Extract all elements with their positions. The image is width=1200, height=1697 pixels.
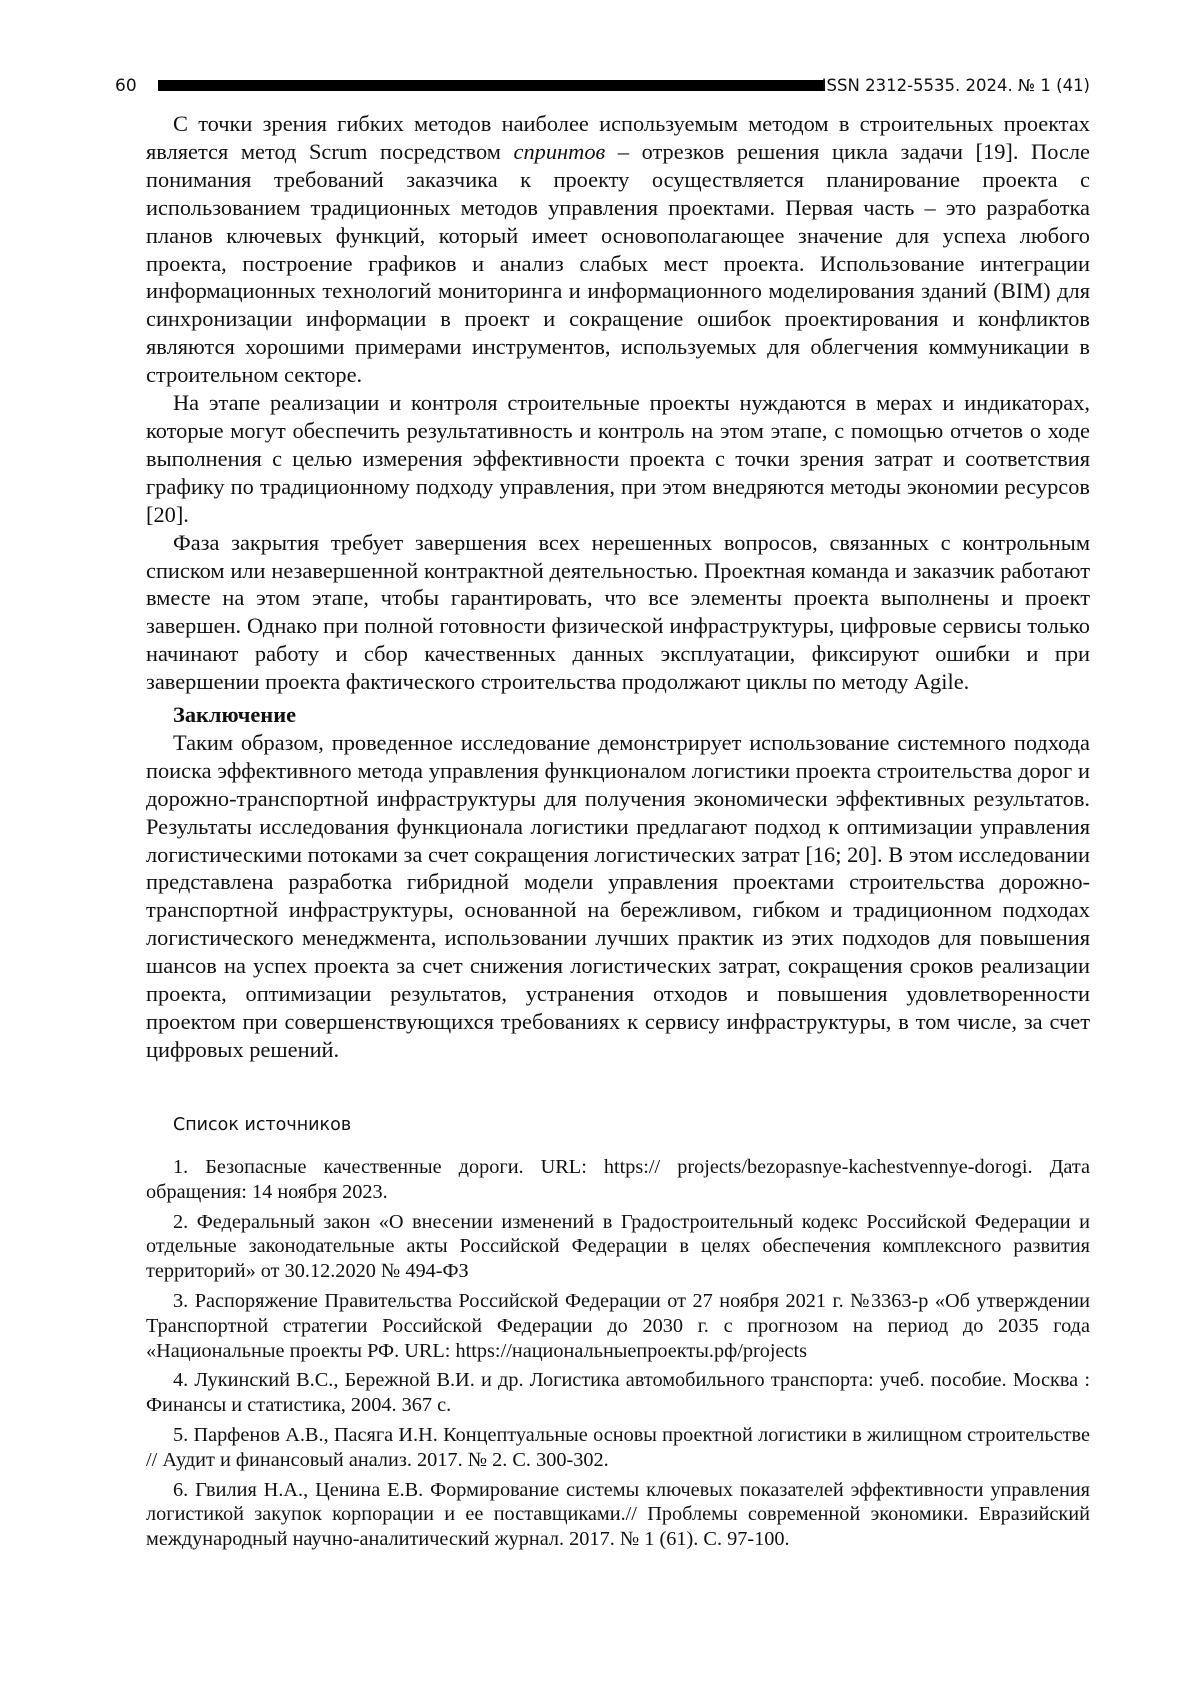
article-body	[146, 110, 1090, 1064]
page-header	[115, 74, 1090, 98]
paragraph-text: С точки зрения гибких методов наиболее используемым методом в строительных проектах является метод Scrum посредством	[146, 111, 1090, 164]
reference-item: 3. Распоряжение Правительства Российской Федерации от 27 ноября 2021 г. №3363-р «Об утверждении Транспортной стратегии Российской Федерации до 2030 г. с прогнозом на период до 2035 года «Национальные проекты РФ. URL: https://национальныепроекты.рф/projects	[146, 1289, 1090, 1362]
reference-item: 5. Парфенов А.В., Пасяга И.Н. Концептуальные основы проектной логистики в жилищном строительстве // Аудит и финансовый анализ. 2017. № 2. С. 300-302.	[146, 1423, 1090, 1471]
paragraph-text: – отрезков решения цикла задачи [19]. После понимания требований заказчика к проекту осуществляется планирование проекта с использованием традиционных методов управления проектами. Первая часть – это разработка планов ключевых функций, который имеет основополагающее значение для успеха любого проекта, построение графиков и анализ слабых мест проекта. Использование интеграции информационных технологий мониторинга и информационного моделирования зданий (BIM) для синхронизации информации в проект и сокращение ошибок проектирования и конфликтов являются хорошими примерами инструментов, используемых для облегчения коммуникации в строительном секторе.	[146, 138, 1090, 388]
reference-item: 2. Федеральный закон «О внесении изменений в Градостроительный кодекс Российской Федерации и отдельные законодательные акты Российской Федерации в целях обеспечения комплексного развития территорий» от 30.12.2020 № 494-ФЗ	[146, 1210, 1090, 1283]
emphasis-text: спринтов	[513, 138, 606, 164]
reference-item: 6. Гвилия Н.А., Ценина Е.В. Формирование системы ключевых показателей эффективности управления логистикой закупок корпорации и ее поставщиками.// Проблемы современной экономики. Евразийский международный научно-аналитический журнал. 2017. № 1 (61). С. 97-100.	[146, 1478, 1090, 1551]
reference-item: 1. Безопасные качественные дороги. URL: https:// projects/bezopasnye-kachestvennye-dorogi. Дата обращения: 14 ноября 2023.	[146, 1156, 1090, 1203]
reference-item: 4. Лукинский В.С., Бережной В.И. и др. Логистика автомобильного транспорта: учеб. пособие. Москва : Финансы и статистика, 2004. 367 с.	[146, 1369, 1090, 1417]
page-number: 60	[115, 76, 137, 96]
references-list	[146, 1155, 1090, 1557]
references-title: Список источников	[173, 1115, 352, 1135]
header-rule	[158, 80, 825, 91]
journal-issn: ISSN 2312-5535. 2024. № 1 (41)	[821, 76, 1090, 95]
section-heading-conclusion: Заключение	[173, 702, 297, 728]
paragraph-conclusion: Таким образом, проведенное исследование демонстрирует использование системного подхода поиска эффективного метода управления функционалом логистики проекта строительства дорог и дорожно-транспортной инфраструктуры для получения экономически эффективных результатов. Результаты исследования функционала логистики предлагают подход к оптимизации управления логистическими потоками за счет сокращения логистических затрат [16; 20]. В этом исследовании представлена разработка гибридной модели управления проектами строительства дорожно-транспортной инфраструктуры, основанной на бережливом, гибком и традиционном подходах логистического менеджмента, использовании лучших практик из этих подходов для повышения шансов на успех проекта за счет снижения логистических затрат, сокращения сроков реализации проекта, оптимизации результатов, устранения отходов и повышения удовлетворенности проектом при совершенствующихся требованиях к сервису инфраструктуры, в том числе, за счет цифровых решений.	[146, 729, 1090, 1062]
paragraph-agile-scrum	[146, 110, 1090, 389]
paragraph-closure-phase: Фаза закрытия требует завершения всех нерешенных вопросов, связанных с контрольным списком или незавершенной контрактной деятельностью. Проектная команда и заказчик работают вместе на этом этапе, чтобы гарантировать, что все элементы проекта выполнены и проект завершен. Однако при полной готовности физической инфраструктуры, цифровые сервисы только начинают работу и сбор качественных данных эксплуатации, фиксируют ошибки и при завершении проекта фактического строительства продолжают циклы по методу Agile.	[146, 529, 1090, 695]
paragraph-implementation-control: На этапе реализации и контроля строительные проекты нуждаются в мерах и индикаторах, которые могут обеспечить результативность и контроль на этом этапе, с помощью отчетов о ходе выполнения с целью измерения эффективности проекта с точки зрения затрат и соответствия графику по традиционному подходу управления, при этом внедряются методы экономии ресурсов [20].	[146, 390, 1090, 527]
